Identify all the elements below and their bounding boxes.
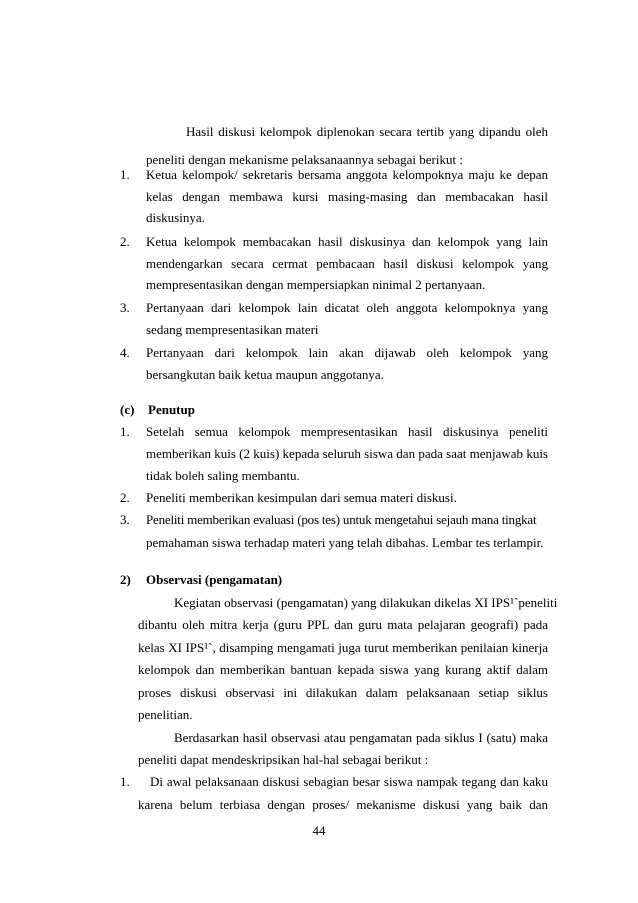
obs-para-line-4: kelompok dan memberikan bantuan kepada siswa yang kurang aktif dalam — [138, 662, 548, 677]
list-a-item-1-line-1: Ketua kelompok/ sekretaris bersama anggota kelompoknya maju ke depan — [146, 167, 548, 182]
obs-para-line-5: proses diskusi observasi ini dilakukan dalam pelaksanaan setiap siklus — [138, 685, 548, 700]
list-a-item-3-line-1: Pertanyaan dari kelompok lain dicatat oleh anggota kelompoknya yang — [146, 300, 548, 315]
list-c-item-1-line-2: memberikan kuis (2 kuis) kepada seluruh siswa dan pada saat menjawab kuis — [146, 446, 548, 461]
obs-para2-line-2: peneliti dapat mendeskripsikan hal-hal sebagai berikut : — [138, 752, 429, 767]
section-c-label: (c) — [120, 402, 135, 417]
section-2-label: 2) — [120, 572, 131, 587]
list-obs-item-1-line-1: Di awal pelaksanaan diskusi sebagian besar siswa nampak tegang dan kaku — [150, 774, 548, 789]
section-2-title: Observasi (pengamatan) — [146, 572, 283, 587]
page-number: 44 — [312, 823, 326, 838]
obs-para2-line-1: Berdasarkan hasil observasi atau pengamatan pada siklus I (satu) maka — [174, 730, 548, 745]
obs-para-line-1: Kegiatan observasi (pengamatan) yang dilakukan dikelas XI IPS¹`peneliti — [174, 595, 558, 610]
list-a-item-3-number: 3. — [120, 300, 130, 315]
intro-line-2: peneliti dengan mekanisme pelaksanaannya sebagai berikut : — [146, 152, 463, 167]
obs-para-line-3: kelas XI IPS¹`, disamping mengamati juga turut memberikan penilaian kinerja — [138, 640, 548, 655]
list-a-item-3-line-2: sedang mempresentasikan materi — [146, 322, 319, 337]
list-a-item-4-line-1: Pertanyaan dari kelompok lain akan dijawab oleh kelompok yang — [146, 345, 548, 360]
list-c-item-2-line-1: Peneliti memberikan kesimpulan dari semua materi diskusi. — [146, 490, 457, 505]
intro-line-1: Hasil diskusi kelompok diplenokan secara tertib yang dipandu oleh — [186, 124, 548, 139]
section-c-title: Penutup — [148, 402, 195, 417]
list-a-item-2-line-1: Ketua kelompok membacakan hasil diskusinya dan kelompok yang lain — [146, 234, 548, 249]
list-c-item-1-number: 1. — [120, 424, 130, 439]
list-c-item-3-line-1: Peneliti memberikan evaluasi (pos tes) untuk mengetahui sejauh mana tingkat — [146, 512, 537, 527]
list-a-item-1-line-3: diskusinya. — [146, 210, 205, 225]
list-a-item-2-line-2: mendengarkan secara cermat pembacaan hasil diskusi kelompok yang — [146, 256, 548, 271]
obs-para-line-2: dibantu oleh mitra kerja (guru PPL dan guru mata pelajaran geografi) pada — [138, 617, 548, 632]
list-a-item-2-line-3: mempresentasikan dengan mempersiapkan ninimal 2 pertanyaan. — [146, 277, 486, 292]
list-c-item-2-number: 2. — [120, 490, 130, 505]
list-a-item-4-line-2: bersangkutan baik ketua maupun anggotanya. — [146, 367, 384, 382]
list-obs-item-1-number: 1. — [120, 774, 130, 789]
list-a-item-1-number: 1. — [120, 167, 130, 182]
list-c-item-3-line-2: pemahaman siswa terhadap materi yang telah dibahas. Lembar tes terlampir. — [146, 535, 544, 550]
list-c-item-1-line-1: Setelah semua kelompok mempresentasikan hasil diskusinya peneliti — [146, 424, 548, 439]
list-obs-item-1-line-2: karena belum terbiasa dengan proses/ mekanisme diskusi yang baik dan — [138, 797, 548, 812]
obs-para-line-6: penelitian. — [138, 707, 193, 722]
list-a-item-1-line-2: kelas dengan membawa kursi masing-masing dan membacakan hasil — [146, 189, 548, 204]
list-c-item-3-number: 3. — [120, 512, 130, 527]
list-a-item-2-number: 2. — [120, 234, 130, 249]
list-c-item-1-line-3: tidak boleh saling membantu. — [146, 468, 300, 483]
list-a-item-4-number: 4. — [120, 345, 130, 360]
